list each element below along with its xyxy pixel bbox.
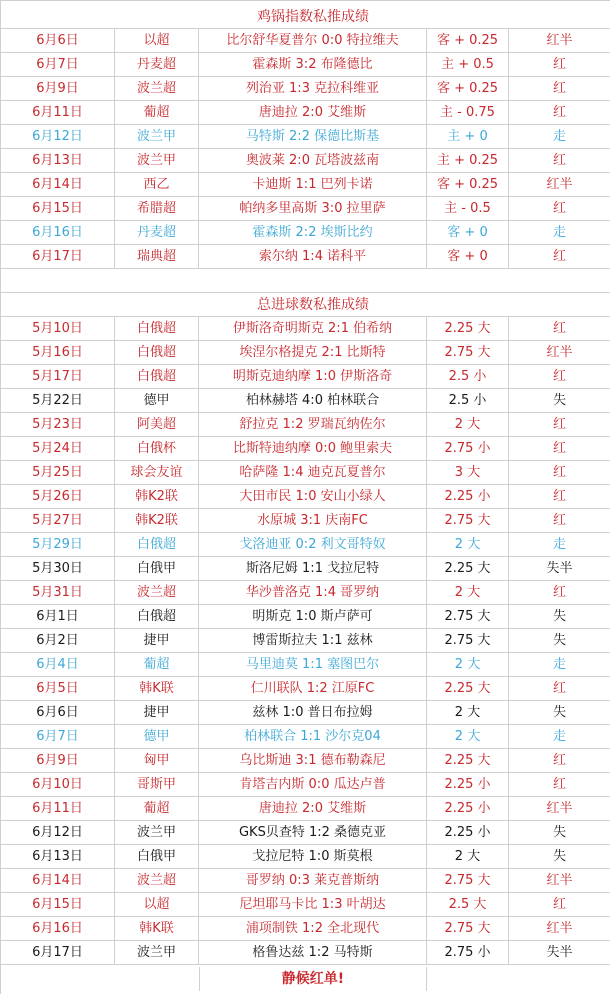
footer-row bbox=[1, 967, 610, 991]
league-cell: 丹麦超 bbox=[115, 53, 199, 77]
table-row bbox=[1, 557, 610, 581]
match-cell: 哈萨隆 1:4 迪克瓦夏普尔 bbox=[199, 461, 427, 485]
league-cell: 丹麦超 bbox=[115, 221, 199, 245]
table-row bbox=[1, 509, 610, 533]
date-cell: 5月24日 bbox=[1, 437, 115, 461]
league-cell: 白俄杯 bbox=[115, 437, 199, 461]
league-cell: 白俄超 bbox=[115, 341, 199, 365]
league-cell: 白俄甲 bbox=[115, 557, 199, 581]
pick-cell: 2 大 bbox=[427, 725, 509, 749]
league-cell: 捷甲 bbox=[115, 629, 199, 653]
result-cell: 红 bbox=[509, 77, 610, 101]
result-cell: 走 bbox=[509, 725, 610, 749]
date-cell: 5月31日 bbox=[1, 581, 115, 605]
league-cell: 希腊超 bbox=[115, 197, 199, 221]
date-cell: 6月17日 bbox=[1, 941, 115, 965]
result-cell: 走 bbox=[509, 125, 610, 149]
pick-cell: 客 + 0 bbox=[427, 245, 509, 269]
pick-cell: 2 大 bbox=[427, 533, 509, 557]
result-cell: 红半 bbox=[509, 173, 610, 197]
match-cell: 明斯克 1:0 斯卢萨可 bbox=[199, 605, 427, 629]
match-cell: 明斯克迪纳摩 1:0 伊斯洛奇 bbox=[199, 365, 427, 389]
league-cell: 葡超 bbox=[115, 797, 199, 821]
date-cell: 5月25日 bbox=[1, 461, 115, 485]
date-cell: 6月11日 bbox=[1, 101, 115, 125]
pick-cell: 2 大 bbox=[427, 845, 509, 869]
league-cell: 白俄超 bbox=[115, 533, 199, 557]
match-cell: 华沙普洛克 1:4 哥罗纳 bbox=[199, 581, 427, 605]
result-cell: 失 bbox=[509, 821, 610, 845]
pick-cell: 2 大 bbox=[427, 581, 509, 605]
date-cell: 6月11日 bbox=[1, 797, 115, 821]
pick-cell: 主 - 0.5 bbox=[427, 197, 509, 221]
result-cell: 红 bbox=[509, 437, 610, 461]
league-cell: 波兰甲 bbox=[115, 149, 199, 173]
pick-cell: 2.25 大 bbox=[427, 317, 509, 341]
match-cell: 仁川联队 1:2 江原FC bbox=[199, 677, 427, 701]
pick-cell: 2 大 bbox=[427, 701, 509, 725]
pick-cell: 3 大 bbox=[427, 461, 509, 485]
result-cell: 红 bbox=[509, 773, 610, 797]
match-cell: 戈洛迪亚 0:2 利文哥特奴 bbox=[199, 533, 427, 557]
date-cell: 6月10日 bbox=[1, 773, 115, 797]
pick-cell: 2.75 小 bbox=[427, 941, 509, 965]
pick-cell: 主 - 0.75 bbox=[427, 101, 509, 125]
table-row bbox=[1, 101, 610, 125]
pick-cell: 2.5 大 bbox=[427, 893, 509, 917]
result-cell: 红半 bbox=[509, 797, 610, 821]
table-row bbox=[1, 77, 610, 101]
table-row bbox=[1, 389, 610, 413]
pick-cell: 2.25 小 bbox=[427, 821, 509, 845]
table-row bbox=[1, 173, 610, 197]
pick-cell: 2.25 小 bbox=[427, 797, 509, 821]
table-row bbox=[1, 749, 610, 773]
pick-cell: 主 + 0.5 bbox=[427, 53, 509, 77]
date-cell: 6月5日 bbox=[1, 677, 115, 701]
league-cell: 波兰超 bbox=[115, 581, 199, 605]
result-cell: 走 bbox=[509, 653, 610, 677]
result-cell: 红 bbox=[509, 413, 610, 437]
table-row bbox=[1, 629, 610, 653]
pick-cell: 2.75 大 bbox=[427, 605, 509, 629]
match-cell: 乌比斯迪 3:1 德布勒森尼 bbox=[199, 749, 427, 773]
league-cell: 白俄超 bbox=[115, 317, 199, 341]
league-cell: 瑞典超 bbox=[115, 245, 199, 269]
match-cell: 卡迪斯 1:1 巴列卡诺 bbox=[199, 173, 427, 197]
table-row bbox=[1, 53, 610, 77]
date-cell: 6月17日 bbox=[1, 245, 115, 269]
pick-cell: 2.75 大 bbox=[427, 341, 509, 365]
date-cell: 5月29日 bbox=[1, 533, 115, 557]
date-cell: 6月14日 bbox=[1, 173, 115, 197]
result-cell: 红 bbox=[509, 365, 610, 389]
match-cell: 唐迪拉 2:0 艾维斯 bbox=[199, 797, 427, 821]
league-cell: 西乙 bbox=[115, 173, 199, 197]
league-cell: 以超 bbox=[115, 29, 199, 53]
result-cell: 走 bbox=[509, 533, 610, 557]
date-cell: 6月9日 bbox=[1, 749, 115, 773]
date-cell: 6月13日 bbox=[1, 845, 115, 869]
league-cell: 德甲 bbox=[115, 725, 199, 749]
match-cell: 比斯特迪纳摩 0:0 鲍里索夫 bbox=[199, 437, 427, 461]
table-row bbox=[1, 845, 610, 869]
footer-message: 静候红单! bbox=[199, 967, 427, 991]
result-cell: 红 bbox=[509, 101, 610, 125]
pick-cell: 主 + 0.25 bbox=[427, 149, 509, 173]
league-cell: 韩K联 bbox=[115, 917, 199, 941]
match-cell: 列治亚 1:3 克拉科维亚 bbox=[199, 77, 427, 101]
date-cell: 6月4日 bbox=[1, 653, 115, 677]
match-cell: 肯塔吉内斯 0:0 瓜达卢普 bbox=[199, 773, 427, 797]
pick-cell: 2.25 大 bbox=[427, 557, 509, 581]
table-row bbox=[1, 581, 610, 605]
pick-cell: 客 + 0.25 bbox=[427, 173, 509, 197]
date-cell: 6月12日 bbox=[1, 821, 115, 845]
match-cell: GKS贝查特 1:2 桑德克亚 bbox=[199, 821, 427, 845]
result-cell: 红 bbox=[509, 509, 610, 533]
date-cell: 5月23日 bbox=[1, 413, 115, 437]
pick-cell: 客 + 0 bbox=[427, 221, 509, 245]
match-cell: 舒拉克 1:2 罗瑞瓦纳佐尔 bbox=[199, 413, 427, 437]
result-cell: 失半 bbox=[509, 557, 610, 581]
date-cell: 6月16日 bbox=[1, 917, 115, 941]
pick-cell: 2.25 小 bbox=[427, 485, 509, 509]
date-cell: 6月9日 bbox=[1, 77, 115, 101]
table-row bbox=[1, 149, 610, 173]
pick-cell: 2.75 大 bbox=[427, 629, 509, 653]
match-cell: 水原城 3:1 庆南FC bbox=[199, 509, 427, 533]
result-cell: 红 bbox=[509, 317, 610, 341]
match-cell: 伊斯洛奇明斯克 2:1 伯希纳 bbox=[199, 317, 427, 341]
league-cell: 韩K2联 bbox=[115, 485, 199, 509]
table-row bbox=[1, 533, 610, 557]
league-cell: 德甲 bbox=[115, 389, 199, 413]
date-cell: 6月13日 bbox=[1, 149, 115, 173]
date-cell: 6月2日 bbox=[1, 629, 115, 653]
result-cell: 红半 bbox=[509, 341, 610, 365]
section2-title: 总进球数私推成绩 bbox=[257, 297, 369, 313]
result-cell: 红 bbox=[509, 749, 610, 773]
match-cell: 唐迪拉 2:0 艾维斯 bbox=[199, 101, 427, 125]
match-cell: 大田市民 1:0 安山小绿人 bbox=[199, 485, 427, 509]
table-row bbox=[1, 941, 610, 965]
result-cell: 红半 bbox=[509, 869, 610, 893]
date-cell: 5月17日 bbox=[1, 365, 115, 389]
league-cell: 球会友谊 bbox=[115, 461, 199, 485]
date-cell: 5月22日 bbox=[1, 389, 115, 413]
table-row bbox=[1, 677, 610, 701]
date-cell: 5月26日 bbox=[1, 485, 115, 509]
pick-cell: 2 大 bbox=[427, 413, 509, 437]
result-cell: 红 bbox=[509, 893, 610, 917]
table-row bbox=[1, 869, 610, 893]
table-row bbox=[1, 413, 610, 437]
table-row bbox=[1, 461, 610, 485]
league-cell: 葡超 bbox=[115, 101, 199, 125]
match-cell: 比尔舒华夏普尔 0:0 特拉维夫 bbox=[199, 29, 427, 53]
league-cell: 葡超 bbox=[115, 653, 199, 677]
table-row bbox=[1, 437, 610, 461]
league-cell: 捷甲 bbox=[115, 701, 199, 725]
match-cell: 柏林赫塔 4:0 柏林联合 bbox=[199, 389, 427, 413]
table-row bbox=[1, 485, 610, 509]
match-cell: 斯洛尼姆 1:1 戈拉尼特 bbox=[199, 557, 427, 581]
league-cell: 波兰超 bbox=[115, 77, 199, 101]
pick-cell: 2.75 大 bbox=[427, 509, 509, 533]
table-row bbox=[1, 773, 610, 797]
date-cell: 5月30日 bbox=[1, 557, 115, 581]
result-cell: 失 bbox=[509, 629, 610, 653]
match-cell: 马特斯 2:2 保德比斯基 bbox=[199, 125, 427, 149]
pick-cell: 2.75 大 bbox=[427, 869, 509, 893]
result-cell: 红 bbox=[509, 461, 610, 485]
league-cell: 白俄超 bbox=[115, 605, 199, 629]
league-cell: 白俄超 bbox=[115, 365, 199, 389]
date-cell: 5月16日 bbox=[1, 341, 115, 365]
pick-cell: 2.5 小 bbox=[427, 365, 509, 389]
match-cell: 奥波莱 2:0 瓦塔波兹南 bbox=[199, 149, 427, 173]
match-cell: 浦项制铁 1:2 全北现代 bbox=[199, 917, 427, 941]
date-cell: 5月10日 bbox=[1, 317, 115, 341]
pick-cell: 2.25 小 bbox=[427, 773, 509, 797]
league-cell: 白俄甲 bbox=[115, 845, 199, 869]
league-cell: 波兰超 bbox=[115, 869, 199, 893]
result-cell: 失 bbox=[509, 389, 610, 413]
match-cell: 戈拉尼特 1:0 斯莫根 bbox=[199, 845, 427, 869]
table-row bbox=[1, 341, 610, 365]
result-cell: 红 bbox=[509, 53, 610, 77]
date-cell: 6月6日 bbox=[1, 701, 115, 725]
table-row bbox=[1, 29, 610, 53]
table-row bbox=[1, 653, 610, 677]
league-cell: 以超 bbox=[115, 893, 199, 917]
match-cell: 霍森斯 2:2 埃斯比约 bbox=[199, 221, 427, 245]
match-cell: 霍森斯 3:2 布隆德比 bbox=[199, 53, 427, 77]
league-cell: 波兰甲 bbox=[115, 125, 199, 149]
pick-cell: 2.5 小 bbox=[427, 389, 509, 413]
table-row bbox=[1, 605, 610, 629]
pick-cell: 2.75 大 bbox=[427, 917, 509, 941]
pick-cell: 2.25 大 bbox=[427, 749, 509, 773]
result-cell: 红 bbox=[509, 485, 610, 509]
result-cell: 红 bbox=[509, 677, 610, 701]
table-row bbox=[1, 701, 610, 725]
result-cell: 失半 bbox=[509, 941, 610, 965]
date-cell: 6月14日 bbox=[1, 869, 115, 893]
pick-cell: 主 + 0 bbox=[427, 125, 509, 149]
league-cell: 匈甲 bbox=[115, 749, 199, 773]
table-row bbox=[1, 221, 610, 245]
result-cell: 失 bbox=[509, 701, 610, 725]
result-cell: 走 bbox=[509, 221, 610, 245]
pick-cell: 2.25 大 bbox=[427, 677, 509, 701]
date-cell: 6月6日 bbox=[1, 29, 115, 53]
league-cell: 波兰甲 bbox=[115, 821, 199, 845]
result-cell: 失 bbox=[509, 845, 610, 869]
date-cell: 6月16日 bbox=[1, 221, 115, 245]
match-cell: 索尔纳 1:4 诺科平 bbox=[199, 245, 427, 269]
date-cell: 6月15日 bbox=[1, 197, 115, 221]
result-cell: 红 bbox=[509, 245, 610, 269]
league-cell: 阿美超 bbox=[115, 413, 199, 437]
result-cell: 红半 bbox=[509, 29, 610, 53]
result-cell: 红半 bbox=[509, 917, 610, 941]
match-cell: 哥罗纳 0:3 莱克普斯纳 bbox=[199, 869, 427, 893]
match-cell: 博雷斯拉夫 1:1 兹林 bbox=[199, 629, 427, 653]
table-row bbox=[1, 245, 610, 269]
table-row bbox=[1, 365, 610, 389]
section2-title-row bbox=[1, 293, 610, 317]
date-cell: 6月15日 bbox=[1, 893, 115, 917]
table-row bbox=[1, 893, 610, 917]
section1-title-row bbox=[1, 5, 610, 29]
league-cell: 波兰甲 bbox=[115, 941, 199, 965]
table-row bbox=[1, 797, 610, 821]
pick-cell: 2.75 小 bbox=[427, 437, 509, 461]
result-cell: 红 bbox=[509, 581, 610, 605]
league-cell: 韩K2联 bbox=[115, 509, 199, 533]
match-cell: 兹林 1:0 普日布拉姆 bbox=[199, 701, 427, 725]
match-cell: 埃涅尔格提克 2:1 比斯特 bbox=[199, 341, 427, 365]
table-row bbox=[1, 821, 610, 845]
pick-cell: 客 + 0.25 bbox=[427, 29, 509, 53]
date-cell: 5月27日 bbox=[1, 509, 115, 533]
result-cell: 红 bbox=[509, 149, 610, 173]
table-row bbox=[1, 125, 610, 149]
match-cell: 马里迪莫 1:1 塞图巴尔 bbox=[199, 653, 427, 677]
table-row bbox=[1, 725, 610, 749]
table-row bbox=[1, 197, 610, 221]
date-cell: 6月1日 bbox=[1, 605, 115, 629]
date-cell: 6月7日 bbox=[1, 725, 115, 749]
result-cell: 失 bbox=[509, 605, 610, 629]
table-row bbox=[1, 917, 610, 941]
pick-cell: 2 大 bbox=[427, 653, 509, 677]
date-cell: 6月7日 bbox=[1, 53, 115, 77]
match-cell: 柏林联合 1:1 沙尔克04 bbox=[199, 725, 427, 749]
date-cell: 6月12日 bbox=[1, 125, 115, 149]
match-cell: 格鲁达兹 1:2 马特斯 bbox=[199, 941, 427, 965]
pick-cell: 客 + 0.25 bbox=[427, 77, 509, 101]
match-cell: 帕纳多里高斯 3:0 拉里萨 bbox=[199, 197, 427, 221]
league-cell: 韩K联 bbox=[115, 677, 199, 701]
section1-title: 鸡锅指数私推成绩 bbox=[257, 9, 369, 25]
spacer-row bbox=[1, 269, 610, 293]
league-cell: 哥斯甲 bbox=[115, 773, 199, 797]
result-cell: 红 bbox=[509, 197, 610, 221]
table-row bbox=[1, 317, 610, 341]
match-cell: 尼坦耶马卡比 1:3 叶胡达 bbox=[199, 893, 427, 917]
